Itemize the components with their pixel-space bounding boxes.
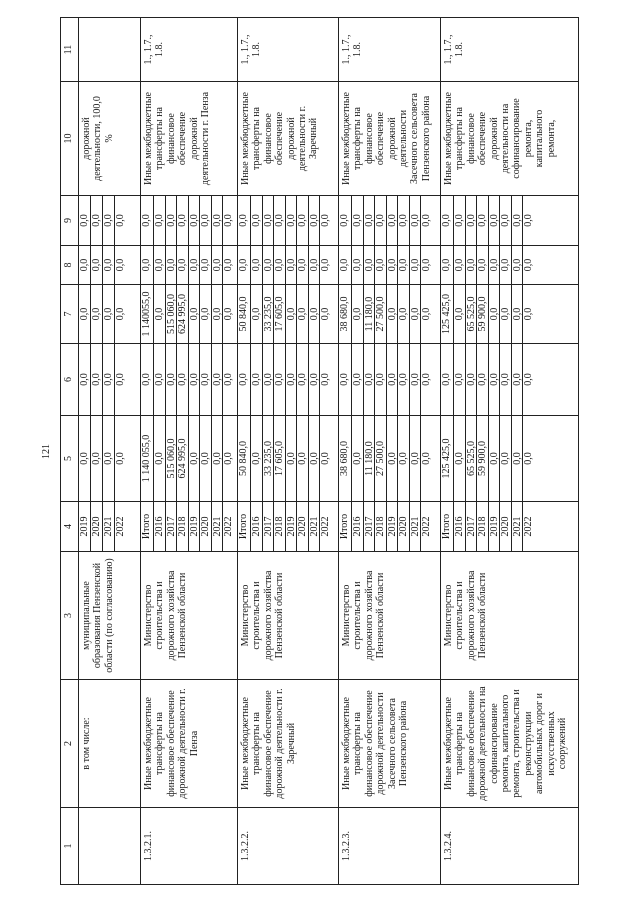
value-col7: 0,0 xyxy=(398,284,410,343)
period: 2019 xyxy=(79,501,91,551)
value-col6: 0,0 xyxy=(223,343,238,415)
column-number: 10 xyxy=(61,81,79,195)
period: 2016 xyxy=(154,501,166,551)
value-col7: 0,0 xyxy=(154,284,166,343)
activity-name: Иные межбюджетные трансферты на финансовое обеспечение дорожной деятельности г. Пенза xyxy=(141,679,238,807)
period: 2016 xyxy=(352,501,364,551)
value-col8: 0,0 xyxy=(223,245,238,284)
value-col9: 0,0 xyxy=(297,195,309,245)
value-col5: 0,0 xyxy=(352,415,364,501)
value-col9: 0,0 xyxy=(410,195,422,245)
value-col5: 0,0 xyxy=(200,415,212,501)
value-col8: 0,0 xyxy=(441,245,454,284)
value-col8: 0,0 xyxy=(154,245,166,284)
value-col5: 17 605,0 xyxy=(274,415,286,501)
value-col8: 0,0 xyxy=(352,245,364,284)
executor: Министерство строительства и дорожного хозяйства Пензенской области xyxy=(339,551,441,679)
value-col5: 0,0 xyxy=(387,415,399,501)
value-col6: 0,0 xyxy=(352,343,364,415)
value-col6: 0,0 xyxy=(512,343,524,415)
value-col6: 0,0 xyxy=(320,343,339,415)
value-col9: 0,0 xyxy=(454,195,466,245)
value-col5: 0,0 xyxy=(223,415,238,501)
value-col7: 515 060,0 xyxy=(166,284,178,343)
expected-result: Иные межбюджетные трансферты на финансовое обеспечение дорожной деятельности г. Заречный xyxy=(238,81,339,195)
period: 2021 xyxy=(103,501,115,551)
value-col9: 0,0 xyxy=(466,195,478,245)
period: 2018 xyxy=(375,501,387,551)
value-col5: 33 235,0 xyxy=(263,415,275,501)
indicator-refs: 1., 1.7., 1.8. xyxy=(238,17,339,81)
value-col9: 0,0 xyxy=(212,195,224,245)
value-col6: 0,0 xyxy=(238,343,251,415)
value-col6: 0,0 xyxy=(309,343,321,415)
executor: Министерство строительства и дорожного хозяйства Пензенской области xyxy=(441,551,579,679)
period: 2018 xyxy=(177,501,189,551)
value-col7: 65 525,0 xyxy=(466,284,478,343)
period: 2022 xyxy=(523,501,579,551)
rotated-table-sheet xyxy=(41,18,578,885)
column-number: 11 xyxy=(61,17,79,81)
value-col8: 0,0 xyxy=(477,245,489,284)
value-col9: 0,0 xyxy=(189,195,201,245)
value-col5: 0,0 xyxy=(79,415,91,501)
value-col9: 0,0 xyxy=(103,195,115,245)
value-col9: 0,0 xyxy=(320,195,339,245)
period: 2017 xyxy=(364,501,376,551)
value-col5: 59 900,0 xyxy=(477,415,489,501)
value-col7: 0,0 xyxy=(286,284,298,343)
value-col8: 0,0 xyxy=(339,245,352,284)
value-col9: 0,0 xyxy=(364,195,376,245)
period: 2020 xyxy=(297,501,309,551)
value-col5: 0,0 xyxy=(454,415,466,501)
value-col8: 0,0 xyxy=(263,245,275,284)
value-col6: 0,0 xyxy=(103,343,115,415)
value-col5: 0,0 xyxy=(421,415,441,501)
value-col9: 0,0 xyxy=(115,195,141,245)
value-col8: 0,0 xyxy=(79,245,91,284)
value-col5: 0,0 xyxy=(297,415,309,501)
value-col9: 0,0 xyxy=(489,195,501,245)
value-col9: 0,0 xyxy=(352,195,364,245)
value-col6: 0,0 xyxy=(189,343,201,415)
value-col7: 0,0 xyxy=(410,284,422,343)
value-col7: 0,0 xyxy=(352,284,364,343)
row-number: 1.3.2.1. xyxy=(141,807,238,884)
value-col9: 0,0 xyxy=(79,195,91,245)
value-col6: 0,0 xyxy=(200,343,212,415)
value-col8: 0,0 xyxy=(200,245,212,284)
period: 2017 xyxy=(166,501,178,551)
period: 2017 xyxy=(466,501,478,551)
value-col7: 0,0 xyxy=(223,284,238,343)
period: 2021 xyxy=(410,501,422,551)
value-col5: 0,0 xyxy=(398,415,410,501)
period: 2018 xyxy=(274,501,286,551)
row-number xyxy=(79,807,141,884)
column-number: 7 xyxy=(61,284,79,343)
value-col7: 0,0 xyxy=(320,284,339,343)
value-col8: 0,0 xyxy=(212,245,224,284)
value-col9: 0,0 xyxy=(166,195,178,245)
value-col7: 33 235,0 xyxy=(263,284,275,343)
value-col5: 0,0 xyxy=(309,415,321,501)
value-col9: 0,0 xyxy=(523,195,579,245)
value-col6: 0,0 xyxy=(141,343,154,415)
value-col7: 0,0 xyxy=(79,284,91,343)
value-col5: 0,0 xyxy=(523,415,579,501)
value-col6: 0,0 xyxy=(441,343,454,415)
value-col8: 0,0 xyxy=(512,245,524,284)
period: 2016 xyxy=(251,501,263,551)
period: Итого xyxy=(238,501,251,551)
value-col9: 0,0 xyxy=(398,195,410,245)
value-col5: 0,0 xyxy=(212,415,224,501)
value-col9: 0,0 xyxy=(263,195,275,245)
value-col8: 0,0 xyxy=(364,245,376,284)
value-col6: 0,0 xyxy=(166,343,178,415)
program-table xyxy=(60,17,579,885)
activity-name: Иные межбюджетные трансферты на финансовое обеспечение дорожной деятельности г. Заречный xyxy=(238,679,339,807)
value-col9: 0,0 xyxy=(512,195,524,245)
value-col6: 0,0 xyxy=(177,343,189,415)
value-col5: 624 995,0 xyxy=(177,415,189,501)
executor: муниципальные образования Пензенской области (по согласованию) xyxy=(79,551,141,679)
value-col7: 0,0 xyxy=(489,284,501,343)
period: 2021 xyxy=(512,501,524,551)
period: 2016 xyxy=(454,501,466,551)
period: 2017 xyxy=(263,501,275,551)
value-col7: 11 180,0 xyxy=(364,284,376,343)
value-col8: 0,0 xyxy=(466,245,478,284)
value-col5: 0,0 xyxy=(286,415,298,501)
expected-result: Иные межбюджетные трансферты на финансовое обеспечение дорожной деятельности Засечного сельсовета Пензенского района xyxy=(339,81,441,195)
value-col8: 0,0 xyxy=(297,245,309,284)
value-col5: 0,0 xyxy=(91,415,103,501)
page-number: 121 xyxy=(41,444,52,459)
value-col6: 0,0 xyxy=(454,343,466,415)
value-col6: 0,0 xyxy=(489,343,501,415)
value-col9: 0,0 xyxy=(200,195,212,245)
value-col6: 0,0 xyxy=(339,343,352,415)
period: Итого xyxy=(141,501,154,551)
period: 2020 xyxy=(200,501,212,551)
value-col9: 0,0 xyxy=(154,195,166,245)
period: 2022 xyxy=(115,501,141,551)
value-col7: 0,0 xyxy=(297,284,309,343)
value-col8: 0,0 xyxy=(189,245,201,284)
value-col5: 38 680,0 xyxy=(339,415,352,501)
value-col6: 0,0 xyxy=(79,343,91,415)
value-col6: 0,0 xyxy=(154,343,166,415)
value-col8: 0,0 xyxy=(251,245,263,284)
value-col7: 0,0 xyxy=(91,284,103,343)
column-number: 9 xyxy=(61,195,79,245)
period: 2020 xyxy=(91,501,103,551)
executor: Министерство строительства и дорожного хозяйства Пензенской области xyxy=(141,551,238,679)
value-col8: 0,0 xyxy=(375,245,387,284)
value-col7: 38 680,0 xyxy=(339,284,352,343)
value-col7: 0,0 xyxy=(309,284,321,343)
column-number: 5 xyxy=(61,415,79,501)
value-col7: 0,0 xyxy=(387,284,399,343)
value-col7: 624 995,0 xyxy=(177,284,189,343)
value-col6: 0,0 xyxy=(297,343,309,415)
value-col9: 0,0 xyxy=(421,195,441,245)
period: Итого xyxy=(441,501,454,551)
value-col5: 0,0 xyxy=(320,415,339,501)
value-col6: 0,0 xyxy=(398,343,410,415)
value-col7: 0,0 xyxy=(115,284,141,343)
value-col6: 0,0 xyxy=(115,343,141,415)
value-col8: 0,0 xyxy=(141,245,154,284)
indicator-refs xyxy=(79,17,141,81)
value-col7: 0,0 xyxy=(523,284,579,343)
value-col9: 0,0 xyxy=(223,195,238,245)
value-col6: 0,0 xyxy=(364,343,376,415)
value-col6: 0,0 xyxy=(274,343,286,415)
value-col8: 0,0 xyxy=(286,245,298,284)
value-col7: 0,0 xyxy=(454,284,466,343)
value-col7: 50 840,0 xyxy=(238,284,251,343)
value-col9: 0,0 xyxy=(238,195,251,245)
value-col9: 0,0 xyxy=(309,195,321,245)
value-col7: 17 605,0 xyxy=(274,284,286,343)
value-col7: 59 900,0 xyxy=(477,284,489,343)
period: Итого xyxy=(339,501,352,551)
value-col9: 0,0 xyxy=(477,195,489,245)
value-col8: 0,0 xyxy=(177,245,189,284)
column-number: 1 xyxy=(61,807,79,884)
value-col5: 27 500,0 xyxy=(375,415,387,501)
value-col6: 0,0 xyxy=(263,343,275,415)
value-col6: 0,0 xyxy=(212,343,224,415)
value-col8: 0,0 xyxy=(500,245,512,284)
value-col8: 0,0 xyxy=(91,245,103,284)
value-col6: 0,0 xyxy=(286,343,298,415)
activity-name: Иные межбюджетные трансферты на финансовое обеспечение дорожной деятельности на софинансирование ремонта, капитального ремонта, строительства и реконструкции автомобильных дорог и искусственных сооружений xyxy=(441,679,579,807)
value-col5: 0,0 xyxy=(410,415,422,501)
value-col6: 0,0 xyxy=(421,343,441,415)
column-number: 2 xyxy=(61,679,79,807)
period: 2022 xyxy=(320,501,339,551)
value-col5: 0,0 xyxy=(189,415,201,501)
period: 2021 xyxy=(309,501,321,551)
row-number: 1.3.2.4. xyxy=(441,807,579,884)
value-col6: 0,0 xyxy=(91,343,103,415)
value-col8: 0,0 xyxy=(238,245,251,284)
value-col7: 0,0 xyxy=(189,284,201,343)
column-number: 6 xyxy=(61,343,79,415)
value-col9: 0,0 xyxy=(286,195,298,245)
period: 2020 xyxy=(500,501,512,551)
value-col6: 0,0 xyxy=(410,343,422,415)
value-col5: 0,0 xyxy=(512,415,524,501)
value-col5: 0,0 xyxy=(489,415,501,501)
value-col5: 125 425,0 xyxy=(441,415,454,501)
column-number: 4 xyxy=(61,501,79,551)
value-col8: 0,0 xyxy=(103,245,115,284)
row-number: 1.3.2.2. xyxy=(238,807,339,884)
row-number: 1.3.2.3. xyxy=(339,807,441,884)
value-col5: 0,0 xyxy=(251,415,263,501)
value-col9: 0,0 xyxy=(387,195,399,245)
value-col9: 0,0 xyxy=(141,195,154,245)
value-col9: 0,0 xyxy=(441,195,454,245)
value-col8: 0,0 xyxy=(387,245,399,284)
value-col5: 0,0 xyxy=(103,415,115,501)
indicator-refs: 1., 1.7., 1.8. xyxy=(141,17,238,81)
value-col9: 0,0 xyxy=(91,195,103,245)
value-col8: 0,0 xyxy=(115,245,141,284)
period: 2019 xyxy=(286,501,298,551)
value-col8: 0,0 xyxy=(320,245,339,284)
value-col6: 0,0 xyxy=(251,343,263,415)
value-col8: 0,0 xyxy=(454,245,466,284)
expected-result: Иные межбюджетные трансферты на финансовое обеспечение дорожной деятельности на софинансирование ремонта, капитального ремонта, xyxy=(441,81,579,195)
value-col5: 11 180,0 xyxy=(364,415,376,501)
executor: Министерство строительства и дорожного хозяйства Пензенской области xyxy=(238,551,339,679)
value-col8: 0,0 xyxy=(410,245,422,284)
value-col5: 0,0 xyxy=(500,415,512,501)
column-number: 8 xyxy=(61,245,79,284)
value-col7: 0,0 xyxy=(251,284,263,343)
value-col7: 0,0 xyxy=(421,284,441,343)
value-col8: 0,0 xyxy=(274,245,286,284)
period: 2019 xyxy=(387,501,399,551)
value-col8: 0,0 xyxy=(166,245,178,284)
expected-result: дорожной деятельности, 100,0 % xyxy=(79,81,141,195)
value-col5: 1 140 055,0 xyxy=(141,415,154,501)
value-col8: 0,0 xyxy=(421,245,441,284)
value-col7: 0,0 xyxy=(103,284,115,343)
value-col6: 0,0 xyxy=(466,343,478,415)
value-col8: 0,0 xyxy=(489,245,501,284)
activity-name: в том числе: xyxy=(79,679,141,807)
column-number: 3 xyxy=(61,551,79,679)
value-col8: 0,0 xyxy=(398,245,410,284)
period: 2020 xyxy=(398,501,410,551)
value-col6: 0,0 xyxy=(387,343,399,415)
value-col6: 0,0 xyxy=(500,343,512,415)
value-col6: 0,0 xyxy=(375,343,387,415)
value-col7: 1 140055,0 xyxy=(141,284,154,343)
value-col9: 0,0 xyxy=(339,195,352,245)
value-col6: 0,0 xyxy=(523,343,579,415)
indicator-refs: 1., 1.7., 1.8. xyxy=(339,17,441,81)
value-col8: 0,0 xyxy=(309,245,321,284)
expected-result: Иные межбюджетные трансферты на финансовое обеспечение дорожной деятельности г. Пенза xyxy=(141,81,238,195)
value-col9: 0,0 xyxy=(177,195,189,245)
period: 2018 xyxy=(477,501,489,551)
value-col9: 0,0 xyxy=(274,195,286,245)
value-col7: 0,0 xyxy=(512,284,524,343)
period: 2022 xyxy=(223,501,238,551)
value-col7: 0,0 xyxy=(500,284,512,343)
value-col7: 27 500,0 xyxy=(375,284,387,343)
value-col6: 0,0 xyxy=(477,343,489,415)
value-col8: 0,0 xyxy=(523,245,579,284)
activity-name: Иные межбюджетные трансферты на финансовое обеспечение дорожной деятельности Засечного сельсовета Пензенского района xyxy=(339,679,441,807)
value-col7: 0,0 xyxy=(212,284,224,343)
value-col9: 0,0 xyxy=(251,195,263,245)
value-col5: 515 060,0 xyxy=(166,415,178,501)
value-col9: 0,0 xyxy=(500,195,512,245)
period: 2019 xyxy=(489,501,501,551)
value-col7: 125 425,0 xyxy=(441,284,454,343)
value-col9: 0,0 xyxy=(375,195,387,245)
indicator-refs: 1., 1.7., 1.8. xyxy=(441,17,579,81)
value-col5: 0,0 xyxy=(154,415,166,501)
value-col5: 0,0 xyxy=(115,415,141,501)
value-col5: 50 840,0 xyxy=(238,415,251,501)
period: 2022 xyxy=(421,501,441,551)
value-col5: 65 525,0 xyxy=(466,415,478,501)
period: 2019 xyxy=(189,501,201,551)
period: 2021 xyxy=(212,501,224,551)
value-col7: 0,0 xyxy=(200,284,212,343)
